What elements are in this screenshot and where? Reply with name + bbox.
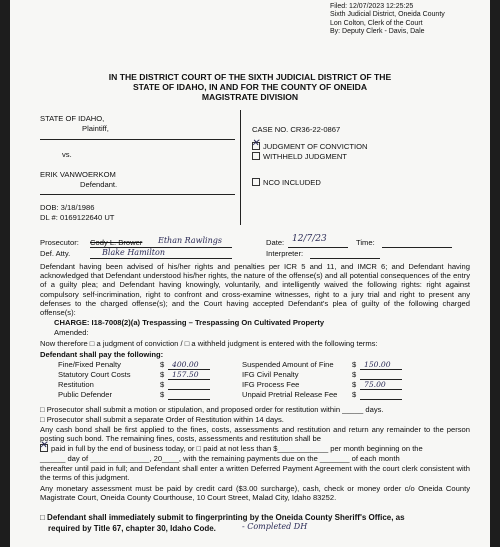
prosecutor-printed-name: Cody L. Brower (90, 238, 143, 247)
court-heading (10, 72, 490, 102)
fee-amount: 75.00 (364, 380, 386, 389)
filed-deputy: By: Deputy Clerk - Davis, Dale (330, 28, 425, 36)
fee-dollar-sign: $ (160, 380, 165, 389)
fee-dollar-sign: $ (160, 390, 165, 399)
fee-row (10, 390, 490, 400)
fee-label: Statutory Court Costs (58, 370, 131, 379)
fee-amount: 150.00 (364, 360, 391, 369)
fee-dollar-sign: $ (352, 390, 357, 399)
fee-dollar-sign: $ (352, 380, 357, 389)
fee-label: Suspended Amount of Fine (242, 360, 334, 369)
time-underline (382, 247, 452, 248)
court-heading-line1: IN THE DISTRICT COURT OF THE SIXTH JUDICIAL DISTRICT OF THE (108, 72, 392, 82)
monetary-assessment-paragraph: Any monetary assessment must be paid by credit card ($3.00 surcharge), cash, check or money order c/o Oneida County Magistrate Court, Oneida County Courthouse, 10 Court Street, Malad City, Idaho 83252. (40, 484, 470, 503)
now-therefore-line: Now therefore □ a judgment of conviction / □ a withheld judgment is entered with the following terms: (40, 339, 378, 348)
fee-label: IFG Civil Penalty (242, 370, 299, 379)
fingerprint-handwritten-note: - Completed DH (242, 522, 308, 531)
defendant-dl: DL #: 0169122640 UT (40, 213, 115, 222)
nco-included-option (252, 178, 321, 187)
fee-label: Fine/Fixed Penalty (58, 360, 121, 369)
nco-included-checkbox (252, 178, 260, 186)
payment-schedule-line: ______ day of ______________, 20____, with the remaining payments due on the _______ of each month (40, 454, 400, 463)
court-document-page (10, 0, 490, 547)
defense-attorney-label: Def. Atty. (40, 249, 71, 258)
interpreter-label: Interpreter: (266, 249, 304, 258)
interpreter-underline (310, 258, 380, 259)
fee-dollar-sign: $ (352, 370, 357, 379)
deferred-payment-paragraph: thereafter until paid in full; and Defendant shall enter a written Deferred Payment Agreement with the court clerk consistent with the terms of this judgment. (40, 464, 470, 483)
fee-amount-line (360, 370, 402, 380)
prosecutor-label: Prosecutor: (40, 238, 79, 247)
restitution-motion-line: □ Prosecutor shall submit a motion or stipulation, and proposed order for restitution within _____ days. (40, 405, 384, 414)
withheld-judgment-checkbox (252, 152, 260, 160)
prosecutor-handwritten-name: Ethan Rawlings (158, 236, 222, 245)
fee-amount-line (168, 380, 210, 390)
filed-stamp (330, 3, 445, 37)
date-handwritten: 12/7/23 (292, 234, 327, 244)
fee-amount-line (168, 390, 210, 400)
withheld-judgment-label: WITHHELD JUDGMENT (263, 152, 347, 161)
fee-amount: 400.00 (172, 360, 199, 369)
plaintiff-label: Plaintiff, (82, 124, 109, 133)
fee-label: Unpaid Pretrial Release Fee (242, 390, 338, 399)
caption-divider (40, 139, 235, 140)
pay-heading: Defendant shall pay the following: (40, 350, 164, 359)
time-label: Time: (356, 238, 375, 247)
cash-bond-paragraph: Any cash bond shall be first applied to the fines, costs, assessments and restitution and return any remainder to the person posting such bond. The remaining fines, costs, assessments and restitution shall be (40, 425, 470, 444)
advisement-paragraph: Defendant having been advised of his/her rights and penalties per ICR 5 and 11, and IMCR 6; and Defendant having acknowledged that Defendant understood his/her rights, the nature of the offense(s) and all potential consequences of the entry of a guilty plea; and Defendant having knowingly, voluntarily, and intelligently waived the following rights: right against compulsory self-incrimination, right to confront and cross-examine witnesses, right to a jury trial and right to present any defenses to the charged offense(s); and the Court having accepted Defendant's plea of guilty of the following charged offense(s): (40, 262, 470, 318)
fee-label: Restitution (58, 380, 94, 389)
judgment-check-mark: ✕ (251, 138, 260, 149)
fee-amount-line (168, 370, 210, 380)
date-label: Date: (266, 238, 285, 247)
defendant-dob: DOB: 3/18/1986 (40, 203, 95, 212)
withheld-judgment-option (252, 152, 347, 161)
fee-amount: 157.50 (172, 370, 199, 379)
fee-dollar-sign: $ (160, 360, 165, 369)
charge-line: CHARGE: I18-7008(2)(a) Trespassing – Trespassing On Cultivated Property (54, 318, 325, 327)
filed-district: Sixth Judicial District, Oneida County (330, 11, 445, 19)
fee-dollar-sign: $ (160, 370, 165, 379)
defendant-name: ERIK VANWOERKOM (40, 170, 116, 179)
plaintiff-name: STATE OF IDAHO, (40, 114, 105, 123)
judgment-of-conviction-checkbox (251, 138, 260, 150)
fingerprint-line1: □ Defendant shall immediately submit to fingerprinting by the Oneida County Sheriff's Office, as (40, 513, 405, 522)
fee-row (10, 380, 490, 390)
fee-amount (168, 380, 172, 389)
fee-dollar-sign: $ (352, 360, 357, 369)
fee-amount-line (168, 360, 210, 370)
court-heading-line2: STATE OF IDAHO, IN AND FOR THE COUNTY OF ONEIDA (132, 82, 368, 92)
fingerprint-line2: required by Title 67, chapter 30, Idaho Code. (48, 524, 216, 533)
fee-amount (360, 390, 364, 399)
nco-included-label: NCO INCLUDED (263, 178, 321, 187)
paid-in-full-line (39, 440, 423, 453)
caption-divider (40, 194, 235, 195)
fee-label: Public Defender (58, 390, 113, 399)
fee-row (10, 360, 490, 370)
caption-vertical-rule (240, 110, 241, 225)
judgment-of-conviction-option (251, 138, 368, 151)
judgment-of-conviction-label: JUDGMENT OF CONVICTION (263, 142, 368, 151)
defense-attorney-underline (90, 258, 232, 259)
defendant-label: Defendant. (80, 180, 118, 189)
fee-amount-line (360, 390, 402, 400)
amended-label: Amended: (54, 328, 89, 337)
court-heading-line3: MAGISTRATE DIVISION (201, 92, 299, 102)
fee-amount-line (360, 380, 402, 390)
paid-check-mark: ✕ (39, 440, 48, 451)
paid-in-full-text: paid in full by the end of business today, or □ paid at not less than $____________ per month beginning on the (51, 444, 423, 453)
vs-label: vs. (62, 150, 72, 159)
fees-table (10, 360, 490, 400)
fee-amount-line (360, 360, 402, 370)
defense-attorney-handwritten-name: Blake Hamilton (102, 248, 165, 257)
fee-row (10, 370, 490, 380)
paid-in-full-checkbox (39, 440, 48, 452)
case-number: CASE NO. CR36-22-0867 (252, 125, 341, 134)
filed-date: Filed: 12/07/2023 12:25:25 (330, 3, 414, 10)
fee-label: IFG Process Fee (242, 380, 300, 389)
fee-amount (360, 370, 364, 379)
fee-amount (168, 390, 172, 399)
restitution-order-line: □ Prosecutor shall submit a separate Order of Restitution within 14 days. (40, 415, 284, 424)
filed-clerk: Lon Colton, Clerk of the Court (330, 19, 423, 27)
date-underline (288, 247, 348, 248)
